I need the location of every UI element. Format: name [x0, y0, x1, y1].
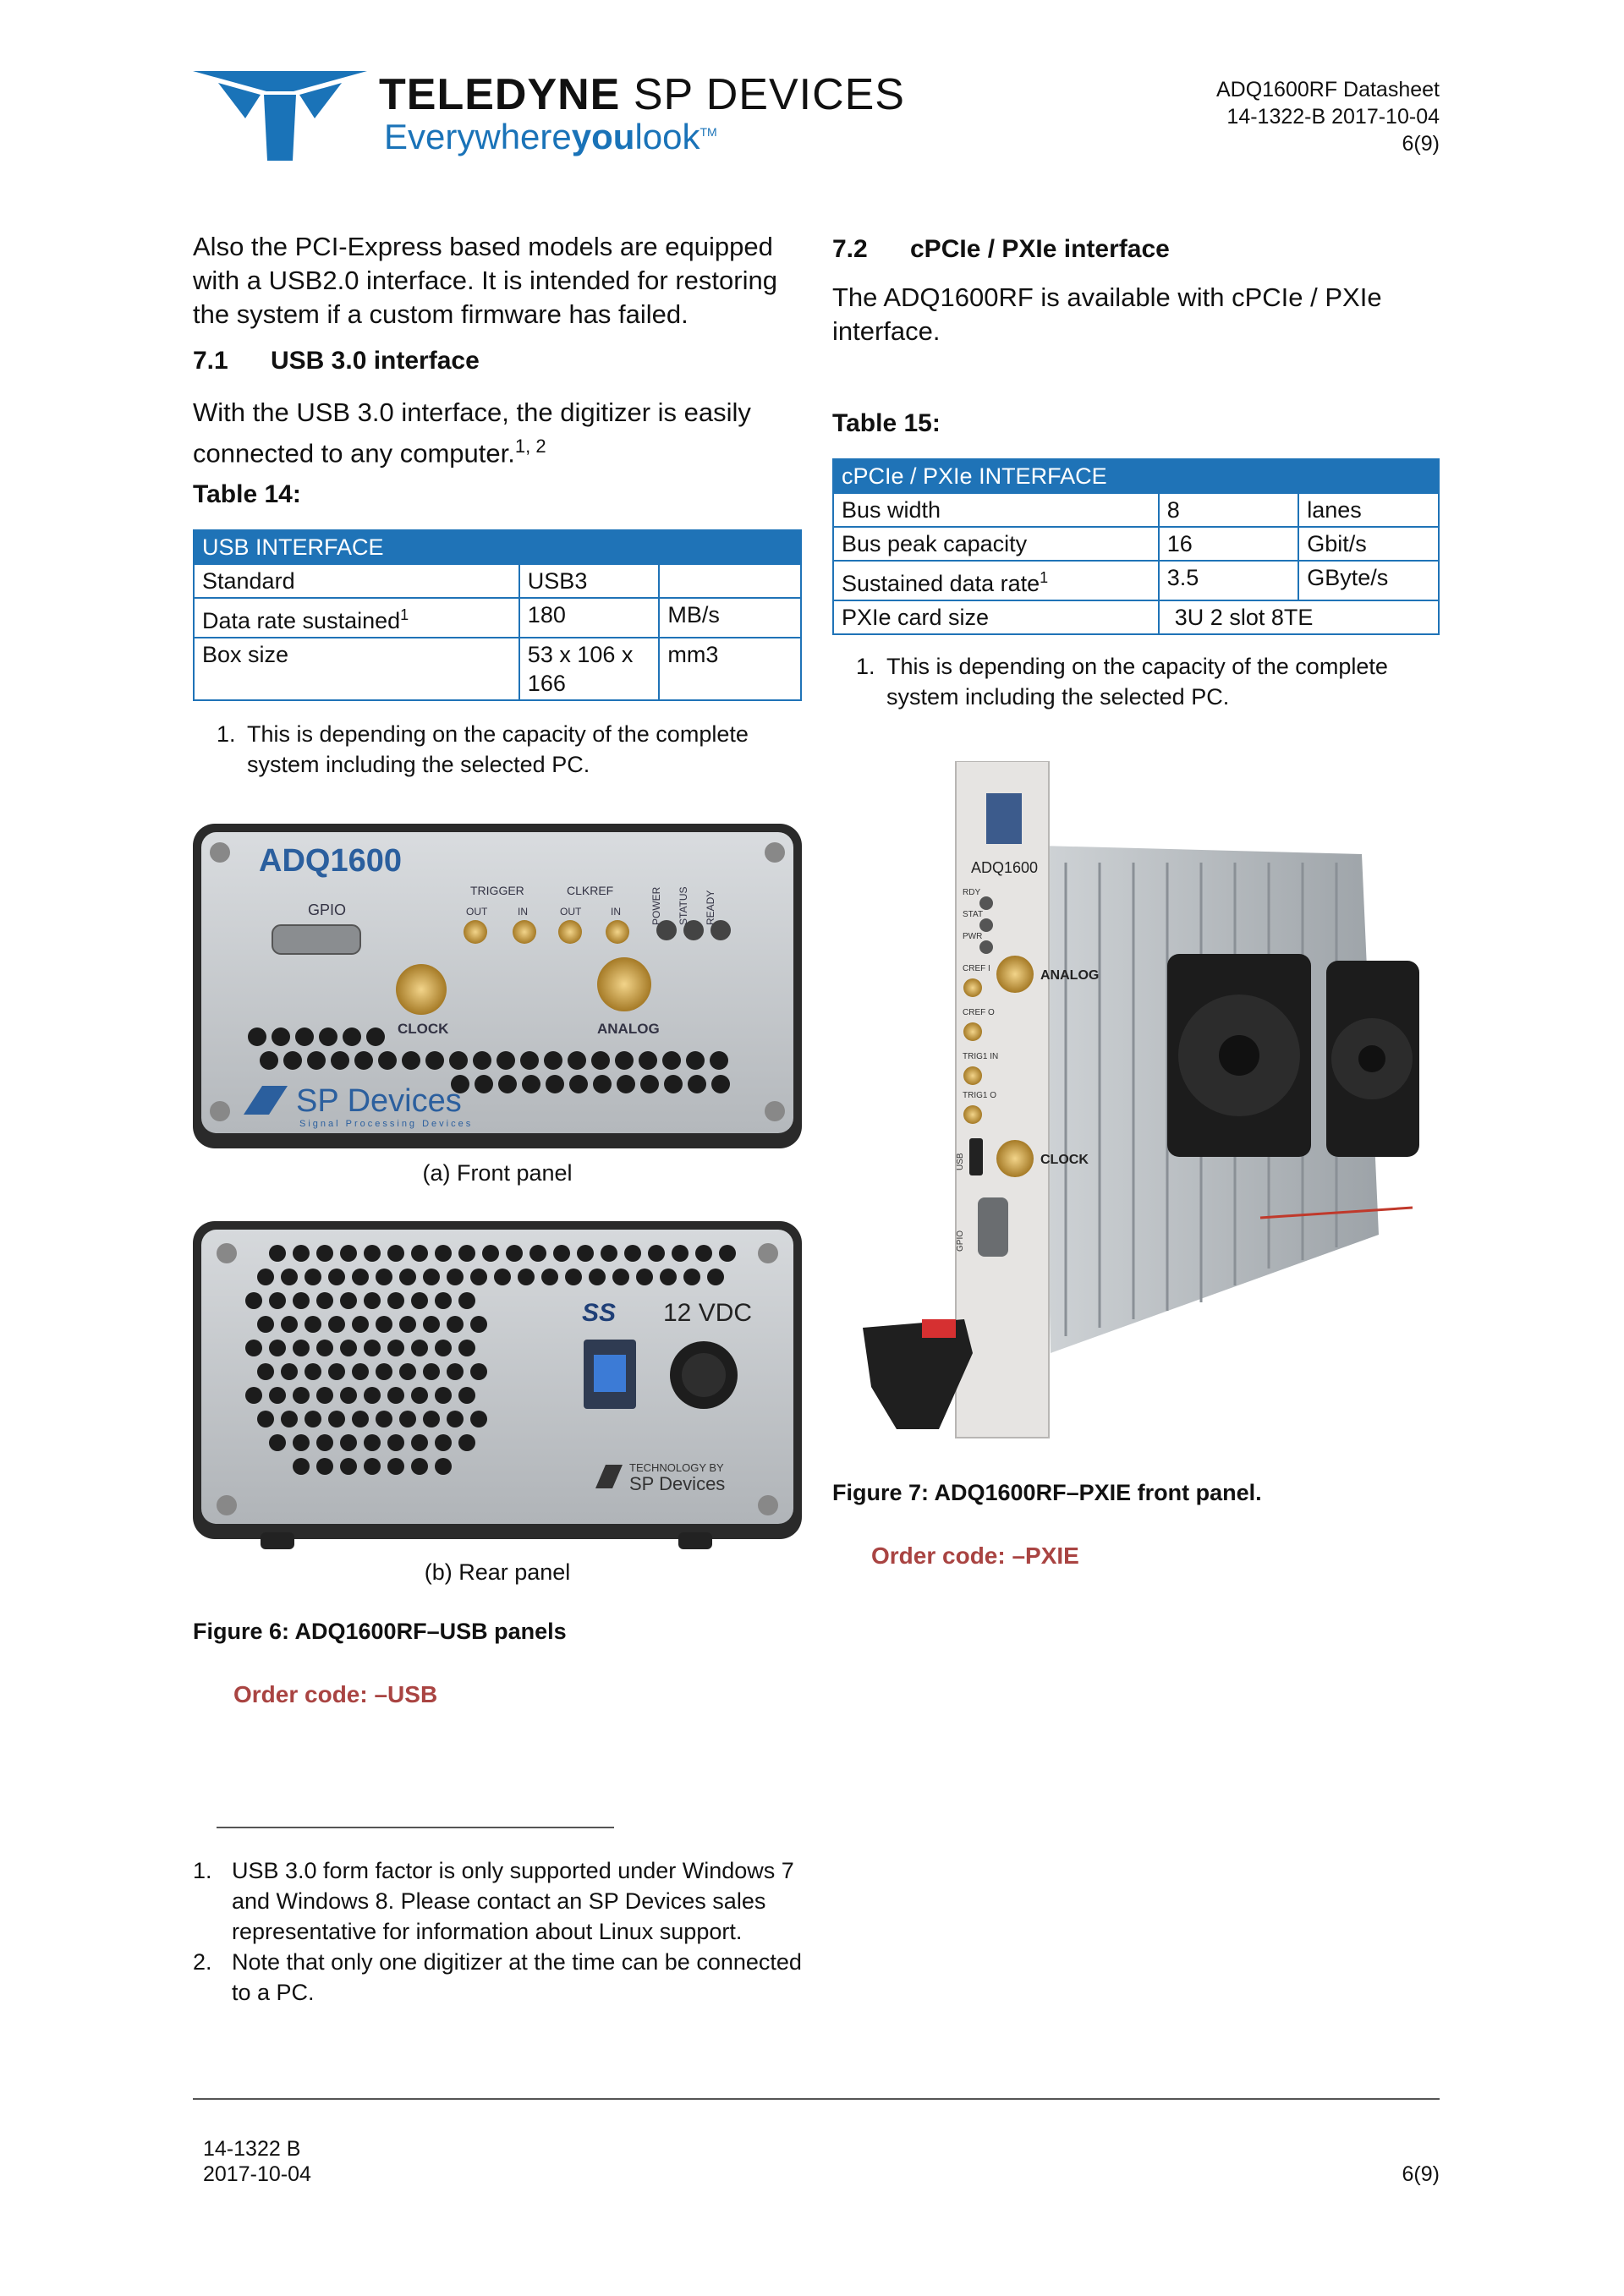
table-14-title: Table 14:	[193, 480, 301, 508]
order-code-usb: Order code: –USB	[233, 1681, 438, 1707]
usb-interface-table	[193, 529, 802, 701]
rdy-label: RDY	[963, 888, 981, 897]
clock-connector	[396, 964, 447, 1015]
stat-label: STAT	[963, 910, 984, 919]
pwr-label: PWR	[963, 932, 983, 941]
pxie-analog-connector	[996, 956, 1034, 993]
clkref-out-label: OUT	[560, 906, 582, 918]
rear-brand-label: SP Devices	[629, 1473, 726, 1494]
analog-label: ANALOG	[597, 1021, 660, 1037]
page-number: 6(9)	[1402, 132, 1440, 156]
table-14-note: 1. This is depending on the capacity of the complete system including the selected PC.	[217, 721, 749, 777]
superspeed-label: SS	[582, 1299, 617, 1327]
figure-7-caption: Figure 7: ADQ1600RF–PXIE front panel.	[832, 1480, 1262, 1505]
pxie-gpio-connector	[978, 1197, 1008, 1257]
rear-panel-image	[193, 1221, 802, 1549]
power-label: POWER	[650, 886, 662, 925]
vdc-label: 12 VDC	[663, 1299, 753, 1327]
teledyne-logo: TELEDYNE SP DEVICES Everywhereyoulook™	[193, 69, 810, 162]
footer-page-number: 6(9)	[1402, 2162, 1440, 2186]
table-row: Box size 53 x 106 x 166 mm3	[194, 638, 801, 700]
clock-label: CLOCK	[398, 1021, 449, 1037]
intro-paragraph: Also the PCI-Express based models are equipped with a USB2.0 interface. It is intended for restoring the system if a custom firmware has failed.	[193, 232, 777, 329]
footer-rule	[193, 2098, 1440, 2100]
pxie-card-image	[854, 761, 1429, 1444]
status-label: STATUS	[678, 886, 689, 925]
pxie-model-label: ADQ1600	[971, 859, 1039, 876]
footnotes	[193, 1855, 802, 2008]
clkref-label: CLKREF	[567, 884, 614, 897]
table-row: PXIe card size 3U 2 slot 8TE	[833, 600, 1439, 634]
order-code-pxie: Order code: –PXIE	[871, 1543, 1079, 1569]
analog-connector	[597, 957, 651, 1011]
table-row: Data rate sustained$^1$ 180 MB/s	[194, 598, 801, 638]
table-row: Sustained data rate$^1$ 3.5 GByte/s	[833, 561, 1439, 600]
trig1-o-label: TRIG1 O	[963, 1091, 997, 1100]
trigger-in-label: IN	[518, 906, 528, 918]
pxie-clock-connector	[996, 1140, 1034, 1177]
document-header	[1216, 76, 1440, 157]
gpio-label: GPIO	[308, 901, 347, 918]
front-panel-image	[193, 824, 802, 1148]
front-brand-label: SP Devices	[296, 1083, 462, 1119]
table-row: Bus peak capacity 16 Gbit/s	[833, 527, 1439, 561]
doc-title: ADQ1600RF Datasheet	[1215, 78, 1440, 101]
pxie-usb-label: USB	[956, 1153, 965, 1170]
table-15-note: 1. This is depending on the capacity of the complete system including the selected PC.	[856, 654, 1388, 710]
footnote-item: 2. Note that only one digitizer at the time can be connected to a PC.	[193, 1949, 802, 2005]
trig1-in-label: TRIG1 IN	[963, 1052, 999, 1061]
front-model-label: ADQ1600	[259, 843, 402, 879]
cref-i-label: CREF I	[963, 964, 990, 973]
teledyne-logo-icon	[193, 71, 367, 161]
rear-tech-label: TECHNOLOGY BY	[629, 1461, 724, 1474]
figure-6-caption: Figure 6: ADQ1600RF–USB panels	[193, 1619, 567, 1644]
table-row: Standard USB3	[194, 564, 801, 598]
table-header: USB INTERFACE	[194, 530, 801, 564]
section-heading-usb: 7.1 USB 3.0 interface	[193, 347, 480, 375]
pxie-analog-label: ANALOG	[1040, 968, 1100, 983]
footnote-separator	[217, 1827, 614, 1828]
footer-doc-info: 14-1322 B 2017-10-04	[203, 2137, 311, 2186]
pxie-paragraph: The ADQ1600RF is available with cPCIe / PXIe interface.	[832, 282, 1382, 346]
pxie-usb-port	[969, 1138, 983, 1175]
section-heading-pxie: 7.2 cPCIe / PXIe interface	[832, 235, 1170, 263]
clkref-in-label: IN	[611, 906, 621, 918]
pxie-gpio-label: GPIO	[956, 1230, 965, 1252]
pxie-clock-label: CLOCK	[1040, 1153, 1089, 1167]
cref-o-label: CREF O	[963, 1008, 995, 1017]
table-15-title: Table 15:	[832, 409, 941, 437]
table-header: cPCIe / PXIe INTERFACE	[833, 459, 1439, 493]
trigger-label: TRIGGER	[470, 884, 524, 897]
footnote-item: 1. USB 3.0 form factor is only supported under Windows 7 and Windows 8. Please contact an SP Devices sales representative for information about Linux support.	[193, 1858, 794, 1944]
trigger-out-label: OUT	[466, 906, 488, 918]
table-row: Bus width 8 lanes	[833, 493, 1439, 527]
gpio-connector	[272, 925, 360, 954]
usb-paragraph: With the USB 3.0 interface, the digitizer is easily connected to any computer.$^{1, 2}$	[193, 397, 751, 469]
caption-front-panel: (a) Front panel	[422, 1160, 573, 1186]
front-brand-sub: Signal Processing Devices	[299, 1119, 474, 1129]
ready-label: READY	[705, 890, 716, 925]
pxie-interface-table	[832, 458, 1440, 635]
doc-number: 14-1322-B 2017-10-04	[1226, 105, 1440, 129]
caption-rear-panel: (b) Rear panel	[424, 1559, 571, 1585]
